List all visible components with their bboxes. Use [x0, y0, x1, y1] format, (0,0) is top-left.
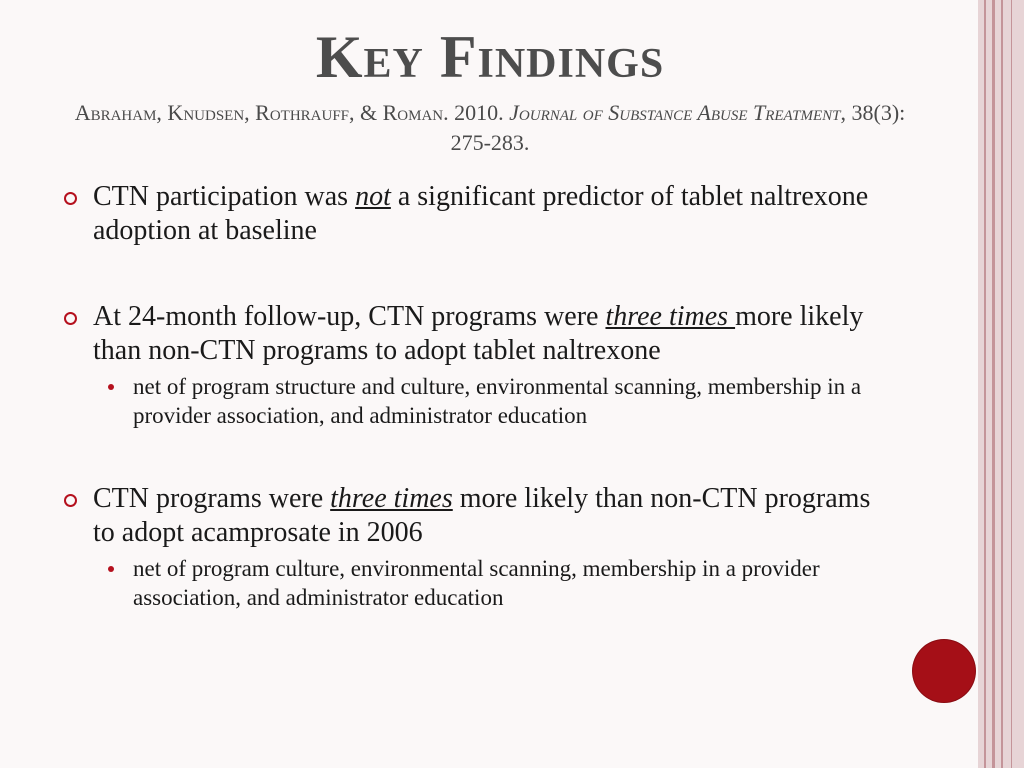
bullet-emphasis: three times [330, 483, 453, 514]
citation-year: 2010. [448, 100, 510, 125]
bullet-text-after: a significant predictor of tablet naltrexone adoption at baseline [93, 181, 869, 246]
ring-bullet-icon [64, 192, 77, 205]
rail-line [992, 0, 995, 768]
rail-line [1001, 0, 1003, 768]
bullet-text-before: CTN programs were [93, 483, 331, 514]
rail-line [984, 0, 986, 768]
bullet-item [62, 180, 892, 248]
ring-bullet-icon [64, 494, 77, 507]
slide-title: Key Findings [315, 24, 665, 90]
dot-bullet-icon [108, 566, 114, 572]
citation [60, 98, 920, 158]
bullet-text-before: At 24-month follow-up, CTN programs were [93, 301, 606, 332]
bullet-emphasis: three times [605, 301, 736, 332]
bullet-text-after: more likely than non-CTN programs to adopt acamprosate in 2006 [93, 483, 871, 548]
sub-bullet-item [62, 554, 892, 612]
rail-line [1011, 0, 1012, 768]
red-circle-icon [913, 640, 975, 702]
bullet-text-before: CTN participation was [93, 181, 356, 212]
bullet-text-after: more likely than non-CTN programs to adopt tablet naltrexone [93, 301, 864, 366]
sub-bullet-item [62, 372, 892, 430]
bullet-list [62, 180, 892, 612]
title-block [60, 22, 920, 158]
sub-bullet-text: net of program structure and culture, environmental scanning, membership in a provider association, and administrator education [133, 374, 862, 428]
dot-bullet-icon [108, 384, 114, 390]
citation-journal: Journal of Substance Abuse Treatment [509, 100, 841, 125]
bullet-item [62, 300, 892, 368]
citation-details: , 38(3): 275-283. [450, 100, 906, 155]
right-decorative-rail [978, 0, 1024, 768]
sub-bullet-text: net of program culture, environmental scanning, membership in a provider association, and administrator education [133, 556, 820, 610]
bullet-item [62, 482, 892, 550]
citation-authors: Abraham, Knudsen, Rothrauff, & Roman. [74, 100, 449, 125]
ring-bullet-icon [64, 312, 77, 325]
bullet-emphasis: not [355, 181, 391, 212]
